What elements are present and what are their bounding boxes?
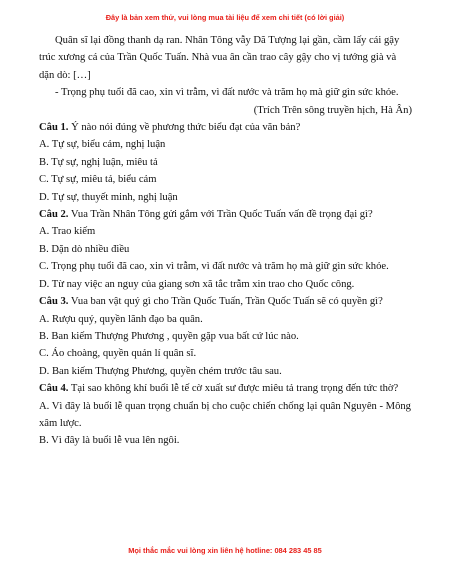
question-label: Câu 2. (39, 209, 69, 221)
answer-option: C. Trọng phụ tuổi đã cao, xin vì trẫm, vì đất nước và trăm họ mà giữ gìn sức khỏe. (39, 261, 389, 273)
passage-source: (Trích Trên sông truyền hịch, Hà Ân) (253, 104, 412, 116)
passage-paragraph: - Trọng phụ tuổi đã cao, xin vì trẫm, vì đất nước và trăm họ mà giữ gìn sức khỏe. (55, 87, 399, 99)
question-1 (39, 119, 412, 136)
question-text: Vua ban vật quý gì cho Trần Quốc Tuấn, Trần Quốc Tuấn sẽ có quyền gì? (68, 296, 383, 308)
question-3 (39, 293, 412, 310)
question-text: Vua Trần Nhân Tông gửi gắm với Trần Quốc Tuấn vấn đề trọng đại gì? (68, 209, 373, 221)
answer-option: B. Tự sự, nghị luận, miêu tả (39, 156, 158, 168)
answer-option: B. Dặn dò nhiều điều (39, 243, 130, 255)
document-body (39, 32, 412, 450)
answer-option: D. Từ nay việc an nguy của giang sơn xã tắc trẫm xin trao cho Quốc công. (39, 278, 355, 290)
passage-paragraph: Quân sĩ lại đồng thanh dạ ran. Nhân Tông vẫy Dã Tượng lại gần, cầm lấy cái gậy trúc xương cá của Trần Quốc Tuấn. Nhà vua ân cần trao cây gậy cho vị tướng già và dặn dò: […] (39, 35, 400, 81)
question-text: Ý nào nói đúng về phương thức biểu đạt của văn bản? (68, 122, 301, 134)
answer-option: D. Tự sự, thuyết minh, nghị luận (39, 191, 178, 203)
preview-banner: Đây là bản xem thử, vui lòng mua tài liệu để xem chi tiết (có lời giải) (105, 13, 345, 22)
question-label: Câu 4. (39, 383, 69, 395)
question-text: Tại sao không khí buổi lễ tế cờ xuất sư được miêu tả trang trọng đến tức thờ? (68, 383, 399, 395)
answer-option: A. Trao kiếm (39, 226, 96, 238)
answer-option: D. Ban kiếm Thượng Phương, quyền chém trước tâu sau. (39, 365, 282, 377)
question-2 (39, 206, 412, 223)
answer-option: B. Vì đây là buổi lễ vua lên ngôi. (39, 435, 180, 447)
question-4 (39, 380, 412, 397)
question-label: Câu 1. (39, 122, 69, 134)
answer-option: A. Tự sự, biểu cảm, nghị luận (39, 139, 166, 151)
answer-option: A. Rượu quý, quyền lãnh đạo ba quân. (39, 313, 203, 325)
answer-option: B. Ban kiếm Thượng Phương , quyền gặp vua bất cứ lúc nào. (39, 330, 299, 342)
answer-option: A. Vì đây là buổi lễ quan trọng chuẩn bị cho cuộc chiến chống lại quân Nguyên - Mông xâm lược. (39, 400, 411, 429)
answer-option: C. Áo choàng, quyền quản lí quân sĩ. (39, 348, 197, 360)
answer-option: C. Tự sự, miêu tả, biểu cảm (39, 174, 157, 186)
hotline-banner: Mọi thắc mắc vui lòng xin liên hệ hotline: 084 283 45 85 (128, 546, 322, 555)
question-label: Câu 3. (39, 296, 69, 308)
